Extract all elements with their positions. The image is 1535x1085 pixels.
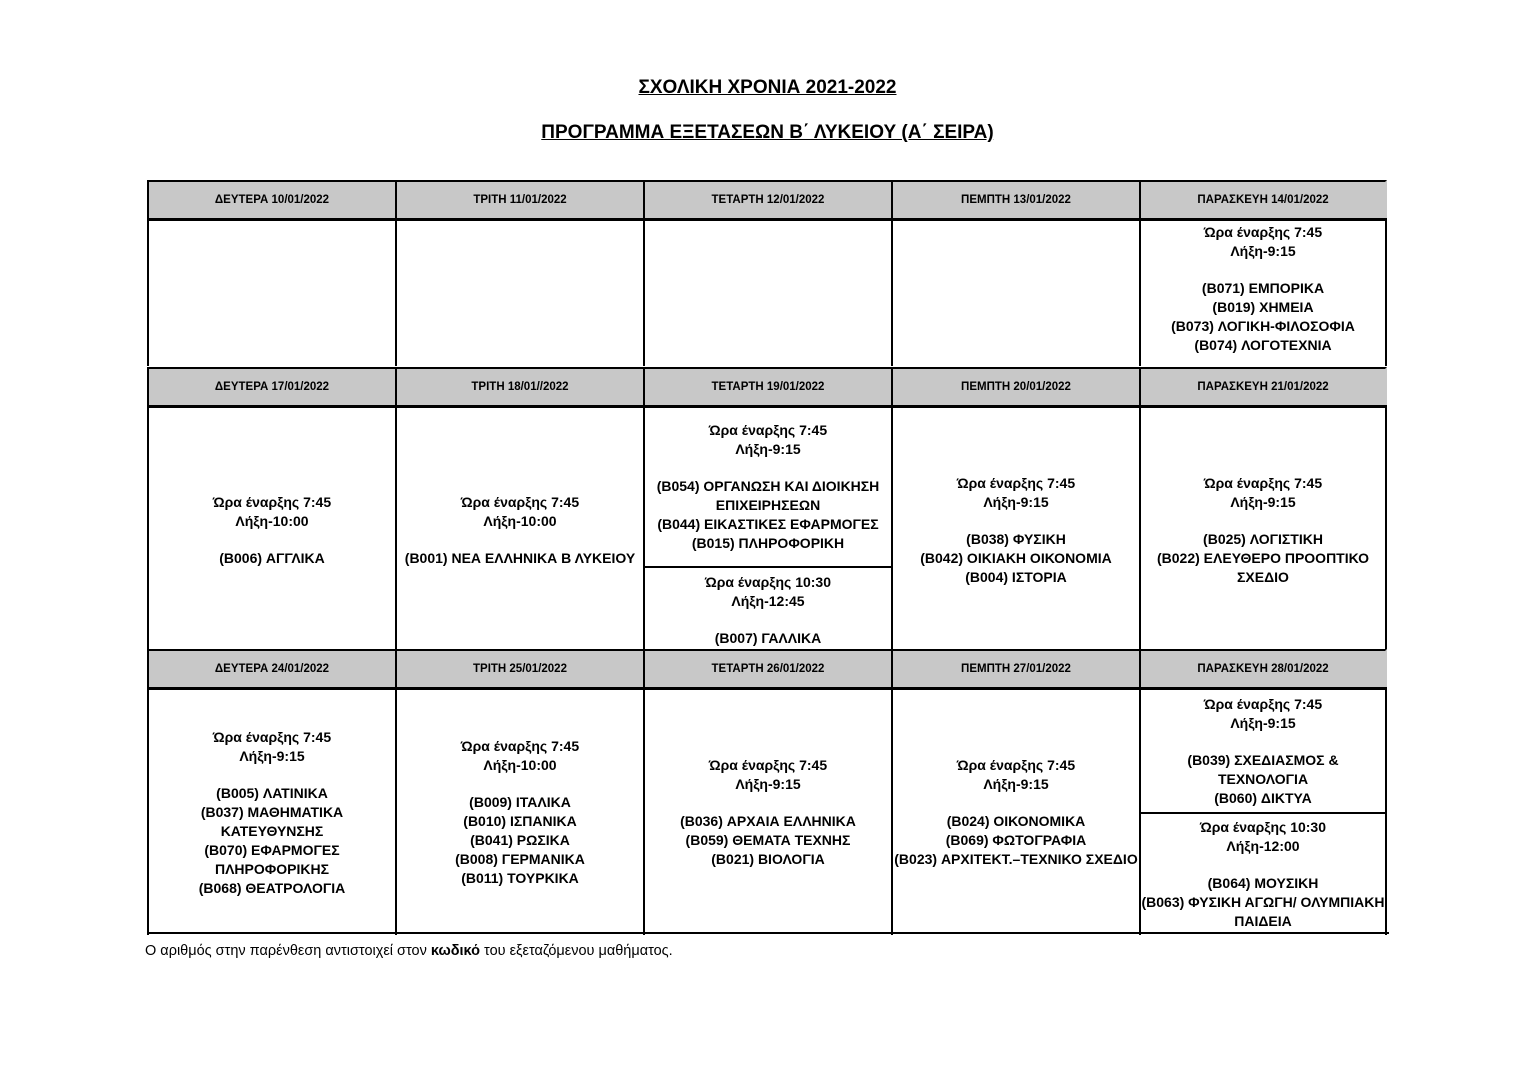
day-header: ΔΕΥΤΕΡΑ 10/01/2022 <box>147 180 395 218</box>
exam-subject: (B064) ΜΟΥΣΙΚΗ <box>1207 875 1319 891</box>
day-cell <box>147 408 395 652</box>
day-cell <box>891 221 1139 366</box>
exam-subject: (B070) ΕΦΑΡΜΟΓΕΣ ΠΛΗΡΟΦΟΡΙΚΗΣ <box>204 841 340 877</box>
footnote <box>145 943 673 959</box>
end-time: Λήξη-9:15 <box>1230 714 1296 731</box>
footnote-text-after: του εξεταζόμενου μαθήματος. <box>480 943 673 959</box>
end-time: Λήξη-9:15 <box>1230 243 1296 259</box>
start-time: Ώρα έναρξης 7:45 <box>1203 224 1323 240</box>
end-time: Λήξη-10:00 <box>483 757 557 773</box>
day-cell <box>395 408 643 652</box>
exam-subject: (B024) ΟΙΚΟΝΟΜΙΚΑ <box>946 813 1086 829</box>
exam-subject: (B010) ΙΣΠΑΝΙΚΑ <box>463 813 577 829</box>
exam-subject: (B008) ΓΕΡΜΑΝΙΚΑ <box>455 851 585 867</box>
exam-subject: (B074) ΛΟΓΟΤΕΧΝΙΑ <box>1194 337 1332 353</box>
day-cell <box>1139 690 1387 935</box>
exam-subject: (B041) ΡΩΣΙΚΑ <box>470 832 570 848</box>
end-time: Λήξη-9:15 <box>735 441 801 457</box>
day-cell <box>147 221 395 366</box>
end-time: Λήξη-9:15 <box>983 776 1049 792</box>
page-subtitle: ΠΡΟΓΡΑΜΜΑ ΕΞΕΤΑΣΕΩΝ Β΄ ΛΥΚΕΙΟΥ (Α΄ ΣΕΙΡΑ) <box>541 122 994 143</box>
end-time: Λήξη-9:15 <box>735 776 801 792</box>
exam-subject: (B038) ΦΥΣΙΚΗ <box>966 530 1066 547</box>
day-cell <box>395 221 643 366</box>
day-cell <box>643 221 891 366</box>
footnote-text-bold: κωδικό <box>430 943 481 959</box>
exam-subject: (B004) ΙΣΤΟΡΙΑ <box>965 568 1067 585</box>
exam-subject: (B015) ΠΛΗΡΟΦΟΡΙΚΗ <box>691 535 845 551</box>
start-time: Ώρα έναρξης 7:45 <box>708 422 828 438</box>
exam-schedule-table <box>147 180 1389 934</box>
exam-subject: (B059) ΘΕΜΑΤΑ ΤΕΧΝΗΣ <box>685 832 851 848</box>
day-header: ΠΕΜΠΤΗ 20/01/2022 <box>891 367 1139 405</box>
end-time: Λήξη-12:45 <box>731 592 805 609</box>
start-time: Ώρα έναρξης 7:45 <box>1203 695 1323 712</box>
start-time: Ώρα έναρξης 7:45 <box>212 493 332 510</box>
day-header: ΠΑΡΑΣΚΕΥΗ 14/01/2022 <box>1139 180 1387 218</box>
exam-subject: (B005) ΛΑΤΙΝΙΚΑ <box>216 784 328 801</box>
exam-subject: (B025) ΛΟΓΙΣΤΙΚΗ <box>1203 530 1323 547</box>
exam-subject: (B042) ΟΙΚΙΑΚΗ ΟΙΚΟΝΟΜΙΑ <box>920 549 1112 566</box>
day-header: ΤΡΙΤΗ 18/01//2022 <box>395 367 643 405</box>
day-cell <box>1139 408 1387 652</box>
day-cell <box>891 690 1139 935</box>
exam-subject: (B001) ΝΕΑ ΕΛΛΗΝΙΚΑ Β ΛΥΚΕΙΟΥ <box>404 549 636 566</box>
end-time: Λήξη-12:00 <box>1226 838 1300 854</box>
session-block <box>645 408 891 566</box>
day-header: ΠΕΜΠΤΗ 27/01/2022 <box>891 649 1139 687</box>
start-time: Ώρα έναρξης 7:45 <box>956 474 1076 491</box>
day-cell <box>147 690 395 935</box>
table-bottom-border <box>147 932 1389 934</box>
day-header: ΠΑΡΑΣΚΕΥΗ 21/01/2022 <box>1139 367 1387 405</box>
exam-subject: (B037) ΜΑΘΗΜΑΤΙΚΑ ΚΑΤΕΥΘΥΝΣΗΣ <box>200 803 344 839</box>
exam-subject: (B069) ΦΩΤΟΓΡΑΦΙΑ <box>945 832 1087 848</box>
header-rule <box>147 218 1387 221</box>
day-header: ΤΕΤΑΡΤΗ 26/01/2022 <box>643 649 891 687</box>
day-cell <box>891 408 1139 652</box>
day-header: ΔΕΥΤΕΡΑ 17/01/2022 <box>147 367 395 405</box>
day-cell <box>1139 221 1387 366</box>
day-cell <box>643 408 891 652</box>
session-block <box>1141 690 1385 812</box>
day-header: ΤΕΤΑΡΤΗ 12/01/2022 <box>643 180 891 218</box>
start-time: Ώρα έναρξης 10:30 <box>1199 819 1327 835</box>
exam-subject: (B021) ΒΙΟΛΟΓΙΑ <box>711 851 825 867</box>
end-time: Λήξη-10:00 <box>483 512 557 529</box>
day-header: ΤΡΙΤΗ 11/01/2022 <box>395 180 643 218</box>
start-time: Ώρα έναρξης 7:45 <box>708 757 828 773</box>
header-rule <box>147 687 1387 690</box>
exam-subject: (B023) ΑΡΧΙΤΕΚΤ.–ΤΕΧΝΙΚΟ ΣΧΕΔΙΟ <box>894 851 1138 867</box>
start-time: Ώρα έναρξης 10:30 <box>704 573 832 590</box>
day-cell <box>643 690 891 935</box>
exam-subject: (B036) ΑΡΧΑΙΑ ΕΛΛΗΝΙΚΑ <box>680 813 856 829</box>
end-time: Λήξη-9:15 <box>239 747 305 764</box>
end-time: Λήξη-10:00 <box>235 512 309 529</box>
exam-subject: (B073) ΛΟΓΙΚΗ-ΦΙΛΟΣΟΦΙΑ <box>1171 318 1355 334</box>
session-block <box>645 568 891 652</box>
day-header: ΤΕΤΑΡΤΗ 19/01/2022 <box>643 367 891 405</box>
day-cell <box>395 690 643 935</box>
header-rule <box>147 405 1387 408</box>
start-time: Ώρα έναρξης 7:45 <box>460 738 580 754</box>
day-header: ΠΕΜΠΤΗ 13/01/2022 <box>891 180 1139 218</box>
exam-subject: (B019) ΧΗΜΕΙΑ <box>1212 299 1314 315</box>
start-time: Ώρα έναρξης 7:45 <box>956 757 1076 773</box>
end-time: Λήξη-9:15 <box>1230 493 1296 510</box>
exam-subject: (B063) ΦΥΣΙΚΗ ΑΓΩΓΗ/ ΟΛΥΜΠΙΑΚΗ ΠΑΙΔΕΙΑ <box>1141 894 1385 929</box>
start-time: Ώρα έναρξης 7:45 <box>212 728 332 745</box>
exam-subject: (B006) ΑΓΓΛΙΚΑ <box>219 549 325 566</box>
exam-subject: (B039) ΣΧΕΔΙΑΣΜΟΣ & ΤΕΧΝΟΛΟΓΙΑ <box>1187 751 1339 787</box>
footnote-text-before: Ο αριθμός στην παρένθεση αντιστοιχεί στον <box>145 943 431 959</box>
exam-subject: (B009) ΙΤΑΛΙΚΑ <box>469 794 571 810</box>
start-time: Ώρα έναρξης 7:45 <box>460 493 580 510</box>
exam-subject: (B060) ΔΙΚΤΥΑ <box>1214 789 1312 806</box>
day-header: ΤΡΙΤΗ 25/01/2022 <box>395 649 643 687</box>
exam-subject: (B054) ΟΡΓΑΝΩΣΗ ΚΑΙ ΔΙΟΙΚΗΣΗ ΕΠΙΧΕΙΡΗΣΕΩΝ <box>656 478 880 513</box>
day-header: ΠΑΡΑΣΚΕΥΗ 28/01/2022 <box>1139 649 1387 687</box>
end-time: Λήξη-9:15 <box>983 493 1049 510</box>
exam-subject: (B007) ΓΑΛΛΙΚΑ <box>714 629 822 646</box>
exam-subject: (B022) ΕΛΕΥΘΕΡΟ ΠΡΟΟΠΤΙΚΟ ΣΧΕΔΙΟ <box>1157 549 1369 585</box>
exam-subject: (B011) ΤΟΥΡΚΙΚΑ <box>461 870 579 886</box>
day-header: ΔΕΥΤΕΡΑ 24/01/2022 <box>147 649 395 687</box>
page-title: ΣΧΟΛΙΚΗ ΧΡΟΝΙΑ 2021-2022 <box>638 77 897 98</box>
start-time: Ώρα έναρξης 7:45 <box>1203 474 1323 491</box>
exam-subject: (B071) ΕΜΠΟΡΙΚΑ <box>1201 280 1325 296</box>
exam-subject: (B068) ΘΕΑΤΡΟΛΟΓΙΑ <box>198 879 346 896</box>
session-block <box>1141 814 1385 935</box>
exam-subject: (B044) ΕΙΚΑΣΤΙΚΕΣ ΕΦΑΡΜΟΓΕΣ <box>657 516 879 532</box>
